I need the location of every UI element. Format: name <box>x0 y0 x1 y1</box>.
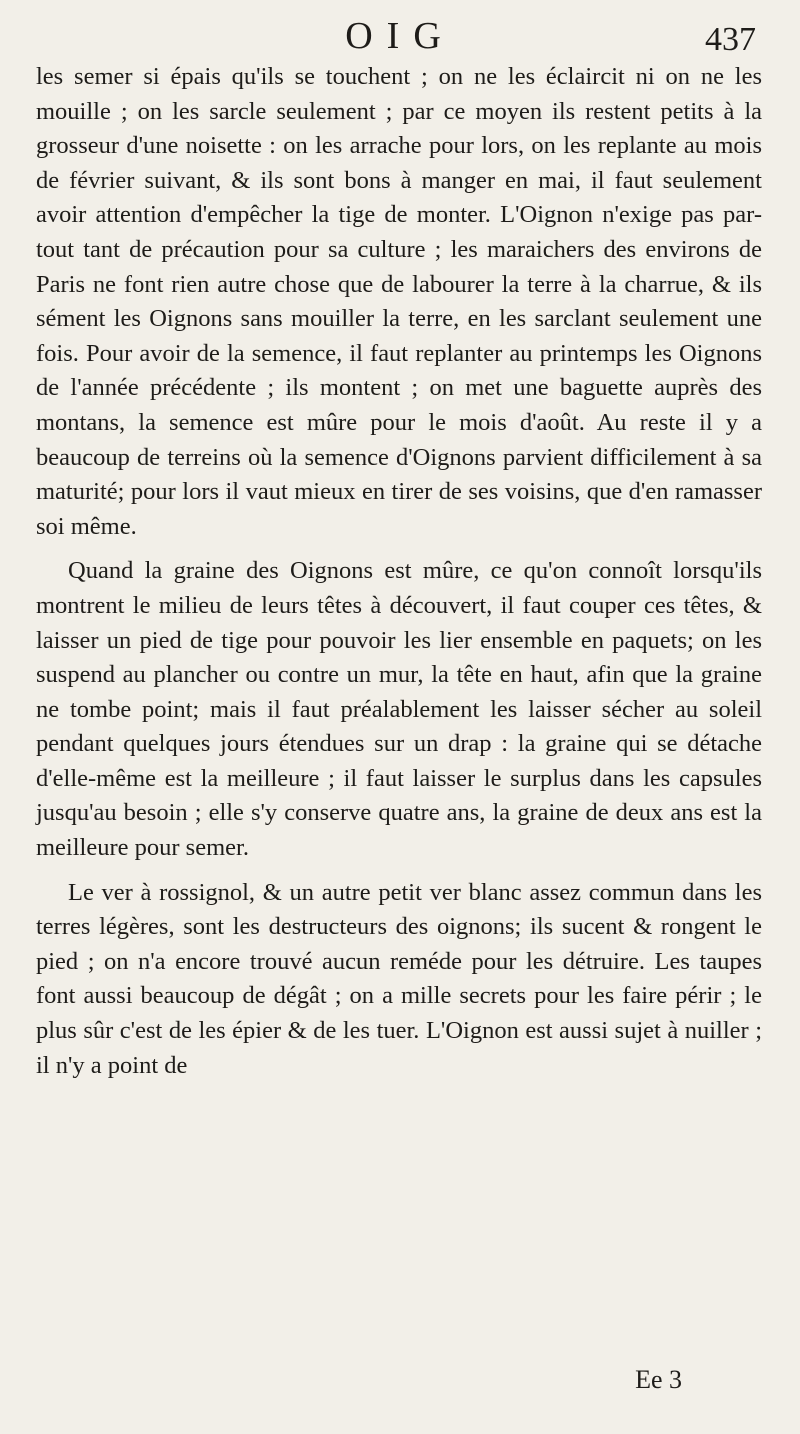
body-text <box>36 60 762 1083</box>
page-number: 437 <box>705 21 756 58</box>
running-head: OIG <box>345 15 455 57</box>
paragraph-1: les semer si épais qu'ils se touchent ; on ne les éclaircit ni on ne les mouille ; on les sarcle seulement ; par ce moyen ils restent petits à la grosseur d'une noisette : on les arrache pour lors, on les replante au mois de février suivant, & ils sont bons à manger en mai, il faut seulement avoir attention d'empêcher la tige de monter. L'Oignon n'exige pas par-tout tant de précaution pour sa culture ; les maraichers des environs de Paris ne font rien autre chose que de labourer la terre à la charrue, & ils sément les Oignons sans mouiller la terre, en les sarclant seulement une fois. Pour avoir de la semence, il faut replanter au printemps les Oignons de l'année précédente ; ils montent ; on met une baguette auprès des montans, la semence est mûre pour le mois d'août. Au reste il y a beaucoup de terreins où la semence d'Oignons parvient difficilement à sa maturité; pour lors il vaut mieux en tirer de ses voisins, que d'en ramasser soi même. <box>36 63 762 540</box>
paragraph-gap <box>36 866 762 876</box>
page-header <box>0 12 800 60</box>
paragraph-2: Quand la graine des Oignons est mûre, ce qu'on connoît lorsqu'ils montrent le milieu de leurs têtes à découvert, il faut couper ces têtes, & laisser un pied de tige pour pouvoir les lier ensemble en paquets; on les suspend au plancher ou contre un mur, la tête en haut, afin que la graine ne tombe point; mais il faut préalablement les laisser sécher au soleil pendant quelques jours étendues sur un drap : la graine qui se détache d'elle-même est la meilleure ; il faut laisser le surplus dans les capsules jusqu'au besoin ; elle s'y conserve quatre ans, la graine de deux ans est la meilleure pour semer. <box>36 557 762 862</box>
paragraph-gap <box>36 544 762 554</box>
signature-mark: Ee 3 <box>635 1365 682 1394</box>
paragraph-3: Le ver à rossignol, & un autre petit ver blanc assez commun dans les terres légères, sont les destructeurs des oignons; ils sucent & rongent le pied ; on n'a encore trouvé aucun reméde pour les détruire. Les taupes font aussi beaucoup de dégât ; on a mille secrets pour les faire périr ; le plus sûr c'est de les épier & de les tuer. L'Oignon est aussi sujet à nuiller ; il n'y a point de <box>36 878 762 1079</box>
